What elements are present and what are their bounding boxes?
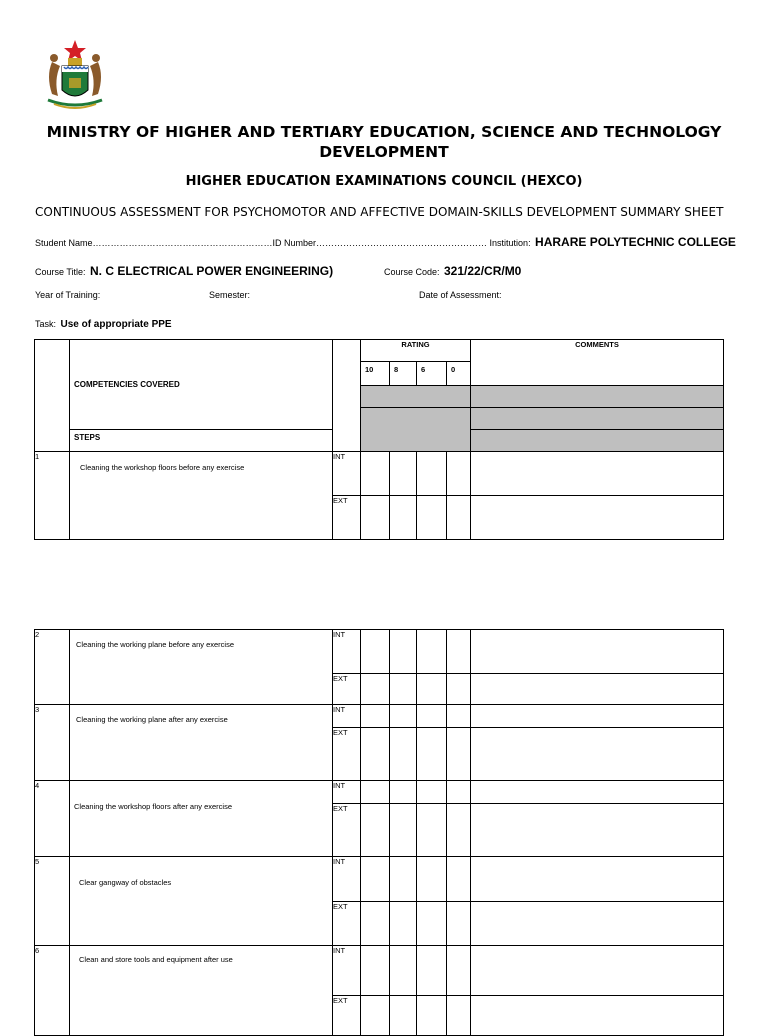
step-description: Cleaning the working plane before any exercise — [70, 630, 333, 705]
step-number: 6 — [35, 946, 70, 1036]
step-number: 2 — [35, 630, 70, 705]
rating-cell[interactable] — [417, 857, 447, 902]
rating-cell[interactable] — [361, 452, 390, 496]
rating-cell[interactable] — [417, 804, 447, 857]
rating-cell[interactable] — [390, 630, 417, 674]
score-0: 0 — [447, 362, 471, 386]
rating-cell[interactable] — [361, 630, 390, 674]
task-value: Use of appropriate PPE — [60, 319, 172, 330]
rating-cell[interactable] — [361, 902, 390, 946]
step-description: Cleaning the workshop floors before any exercise — [70, 452, 333, 540]
assessment-table-2 — [34, 629, 724, 1036]
shaded-comment-cell — [471, 408, 724, 430]
int-label: INT — [333, 452, 361, 496]
rating-cell[interactable] — [361, 804, 390, 857]
rating-cell[interactable] — [447, 857, 471, 902]
rating-cell[interactable] — [447, 705, 471, 728]
rating-cell[interactable] — [447, 674, 471, 705]
int-label: INT — [333, 705, 361, 728]
semester-label: Semester: — [209, 290, 251, 300]
comment-cell[interactable] — [471, 630, 724, 674]
rating-cell[interactable] — [417, 630, 447, 674]
ext-label: EXT — [333, 674, 361, 705]
council-title: HIGHER EDUCATION EXAMINATIONS COUNCIL (HEXCO) — [185, 174, 583, 189]
ext-label: EXT — [333, 996, 361, 1036]
year-of-training-label: Year of Training: — [35, 290, 101, 300]
rating-cell[interactable] — [361, 946, 390, 996]
rating-cell[interactable] — [390, 728, 417, 781]
rating-cell[interactable] — [361, 857, 390, 902]
rating-cell[interactable] — [390, 857, 417, 902]
rating-cell[interactable] — [361, 496, 390, 540]
rating-cell[interactable] — [390, 452, 417, 496]
comment-cell[interactable] — [471, 781, 724, 804]
institution-value: HARARE POLYTECHNIC COLLEGE — [535, 235, 736, 249]
student-id-institution-label: Student Name……………………………………………………ID Number………………………………………………… Institution: — [35, 238, 531, 248]
shaded-comment-cell — [471, 386, 724, 408]
step-description: Cleaning the workshop floors after any exercise — [70, 781, 333, 857]
rating-cell[interactable] — [361, 674, 390, 705]
int-label: INT — [333, 781, 361, 804]
ext-label: EXT — [333, 496, 361, 540]
rating-cell[interactable] — [361, 781, 390, 804]
rating-cell[interactable] — [390, 804, 417, 857]
rating-cell[interactable] — [361, 996, 390, 1036]
rating-cell[interactable] — [447, 804, 471, 857]
rating-cell[interactable] — [417, 496, 447, 540]
competencies-label: COMPETENCIES COVERED — [74, 380, 180, 389]
step-number: 1 — [35, 452, 70, 540]
rating-cell[interactable] — [390, 705, 417, 728]
comment-cell[interactable] — [471, 452, 724, 496]
rating-cell[interactable] — [417, 946, 447, 996]
rating-cell[interactable] — [390, 996, 417, 1036]
rating-cell[interactable] — [447, 496, 471, 540]
int-label: INT — [333, 857, 361, 902]
step-description: Clean and store tools and equipment after use — [70, 946, 333, 1036]
score-6: 6 — [417, 362, 447, 386]
task-label: Task: — [35, 319, 57, 329]
ext-label: EXT — [333, 902, 361, 946]
rating-cell[interactable] — [447, 781, 471, 804]
rating-cell[interactable] — [417, 781, 447, 804]
rating-cell[interactable] — [447, 902, 471, 946]
sheet-title: CONTINUOUS ASSESSMENT FOR PSYCHOMOTOR AND AFFECTIVE DOMAIN-SKILLS DEVELOPMENT SUMMARY SHEET — [35, 205, 724, 219]
rating-cell[interactable] — [390, 946, 417, 996]
header-blank-cell — [35, 340, 70, 452]
rating-cell[interactable] — [417, 674, 447, 705]
assessment-table-1 — [34, 339, 724, 540]
step-number: 4 — [35, 781, 70, 857]
comment-cell[interactable] — [471, 996, 724, 1036]
comment-cell[interactable] — [471, 674, 724, 705]
rating-cell[interactable] — [447, 452, 471, 496]
rating-cell[interactable] — [361, 705, 390, 728]
comment-cell[interactable] — [471, 705, 724, 728]
shaded-rating-cell — [361, 408, 471, 452]
rating-cell[interactable] — [390, 674, 417, 705]
step-description: Clear gangway of obstacles — [70, 857, 333, 946]
course-title-label: Course Title: — [35, 267, 86, 277]
rating-cell[interactable] — [417, 728, 447, 781]
ext-label: EXT — [333, 728, 361, 781]
comment-cell[interactable] — [471, 804, 724, 857]
int-label: INT — [333, 630, 361, 674]
ext-label: EXT — [333, 804, 361, 857]
shaded-comment-cell — [471, 430, 724, 452]
rating-cell[interactable] — [447, 946, 471, 996]
rating-cell[interactable] — [417, 902, 447, 946]
shaded-rating-cell — [361, 386, 471, 408]
score-10: 10 — [361, 362, 390, 386]
rating-cell[interactable] — [390, 781, 417, 804]
rating-header: RATING — [361, 340, 471, 362]
comment-cell[interactable] — [471, 946, 724, 996]
step-number: 5 — [35, 857, 70, 946]
step-number: 3 — [35, 705, 70, 781]
rating-cell[interactable] — [390, 902, 417, 946]
rating-cell[interactable] — [390, 496, 417, 540]
competencies-cell — [70, 340, 333, 430]
rating-cell[interactable] — [417, 996, 447, 1036]
rating-cell[interactable] — [447, 996, 471, 1036]
step-description: Cleaning the working plane after any exercise — [70, 705, 333, 781]
header-type-cell — [333, 340, 361, 452]
date-of-assessment-label: Date of Assessment: — [419, 290, 502, 300]
course-code-value: 321/22/CR/M0 — [443, 264, 522, 278]
comment-cell[interactable] — [471, 728, 724, 781]
rating-cell[interactable] — [447, 728, 471, 781]
steps-cell — [70, 430, 333, 452]
int-label: INT — [333, 946, 361, 996]
rating-cell[interactable] — [417, 705, 447, 728]
course-title-value: N. C ELECTRICAL POWER ENGINEERING) — [89, 264, 334, 278]
comment-cell[interactable] — [471, 496, 724, 540]
steps-label: STEPS — [74, 433, 101, 442]
rating-cell[interactable] — [417, 452, 447, 496]
comment-cell[interactable] — [471, 857, 724, 902]
comment-cell[interactable] — [471, 902, 724, 946]
score-8: 8 — [390, 362, 417, 386]
rating-cell[interactable] — [361, 728, 390, 781]
course-code-label: Course Code: — [384, 267, 440, 277]
zimbabwe-coat-of-arms-logo — [34, 38, 116, 112]
ministry-title: MINISTRY OF HIGHER AND TERTIARY EDUCATION, SCIENCE AND TECHNOLOGY DEVELOPMENT — [46, 123, 722, 161]
rating-cell[interactable] — [447, 630, 471, 674]
comments-header: COMMENTS — [471, 340, 724, 386]
